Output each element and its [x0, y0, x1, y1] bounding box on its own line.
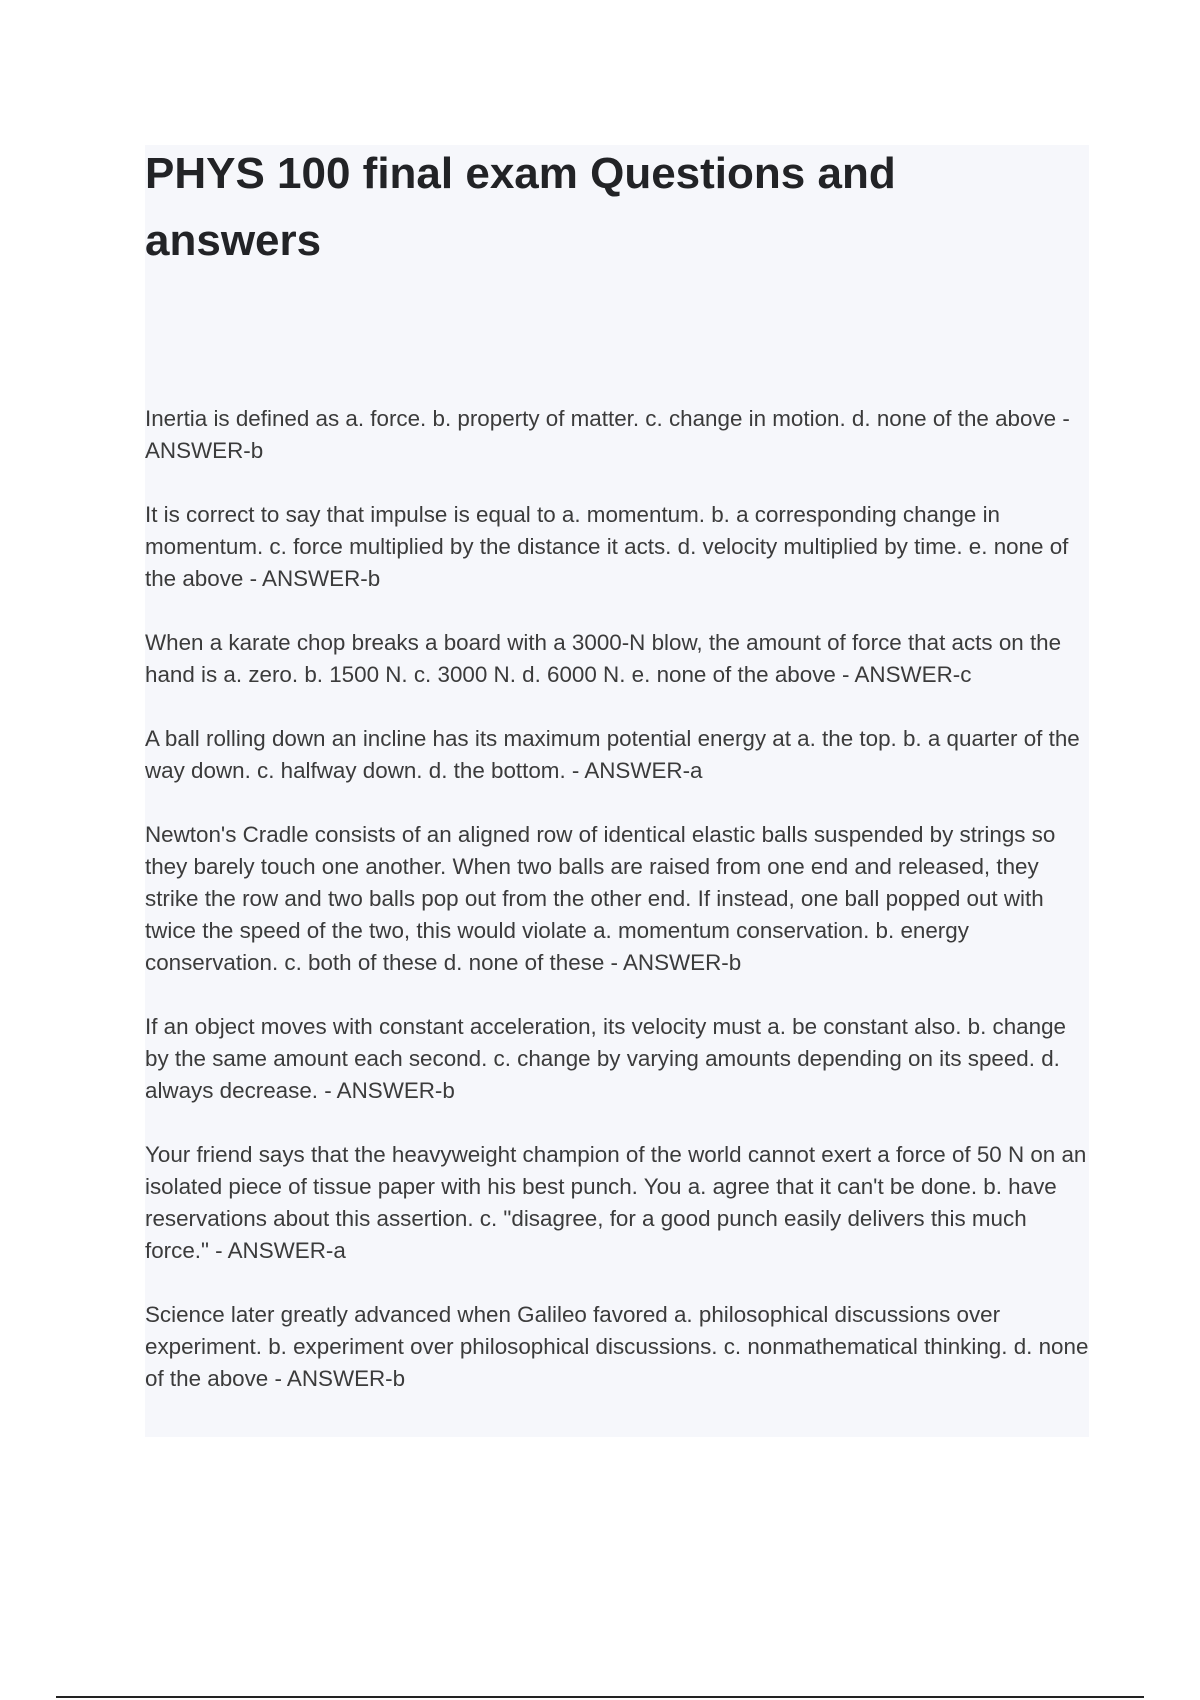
question-item: When a karate chop breaks a board with a 3000-N blow, the amount of force that acts on the hand is a. zero. b. 1500 N. c. 3000 N. d. 6000 N. e. none of the above - ANSWER-c [145, 630, 1062, 687]
question-item: Inertia is defined as a. force. b. property of matter. c. change in motion. d. none of the above - ANSWER-b [145, 406, 1070, 463]
footer-rule [56, 1696, 1144, 1698]
question-item: Your friend says that the heavyweight champion of the world cannot exert a force of 50 N on an isolated piece of tissue paper with his best punch. You a. agree that it can't be done. b. have reservations about this assertion. c. "disagree, for a good punch easily delivers this much force." - ANSWER-a [145, 1142, 1087, 1263]
question-list [145, 403, 1090, 1427]
question-item: If an object moves with constant acceleration, its velocity must a. be constant also. b. change by the same amount each second. c. change by varying amounts depending on its speed. d. always decrease. - ANSWER-b [145, 1014, 1066, 1103]
question-item: It is correct to say that impulse is equal to a. momentum. b. a corresponding change in momentum. c. force multiplied by the distance it acts. d. velocity multiplied by time. e. none of the above - ANSWER-b [145, 502, 1069, 591]
question-item: Science later greatly advanced when Galileo favored a. philosophical discussions over experiment. b. experiment over philosophical discussions. c. nonmathematical thinking. d. none of the above - ANSWER-b [145, 1302, 1089, 1391]
question-item: Newton's Cradle consists of an aligned row of identical elastic balls suspended by strings so they barely touch one another. When two balls are raised from one end and released, they strike the row and two balls pop out from the other end. If instead, one ball popped out with twice the speed of the two, this would violate a. momentum conservation. b. energy conservation. c. both of these d. none of these - ANSWER-b [145, 822, 1056, 975]
question-item: A ball rolling down an incline has its maximum potential energy at a. the top. b. a quarter of the way down. c. halfway down. d. the bottom. - ANSWER-a [145, 726, 1080, 783]
document-title: PHYS 100 final exam Questions and answers [145, 149, 896, 265]
